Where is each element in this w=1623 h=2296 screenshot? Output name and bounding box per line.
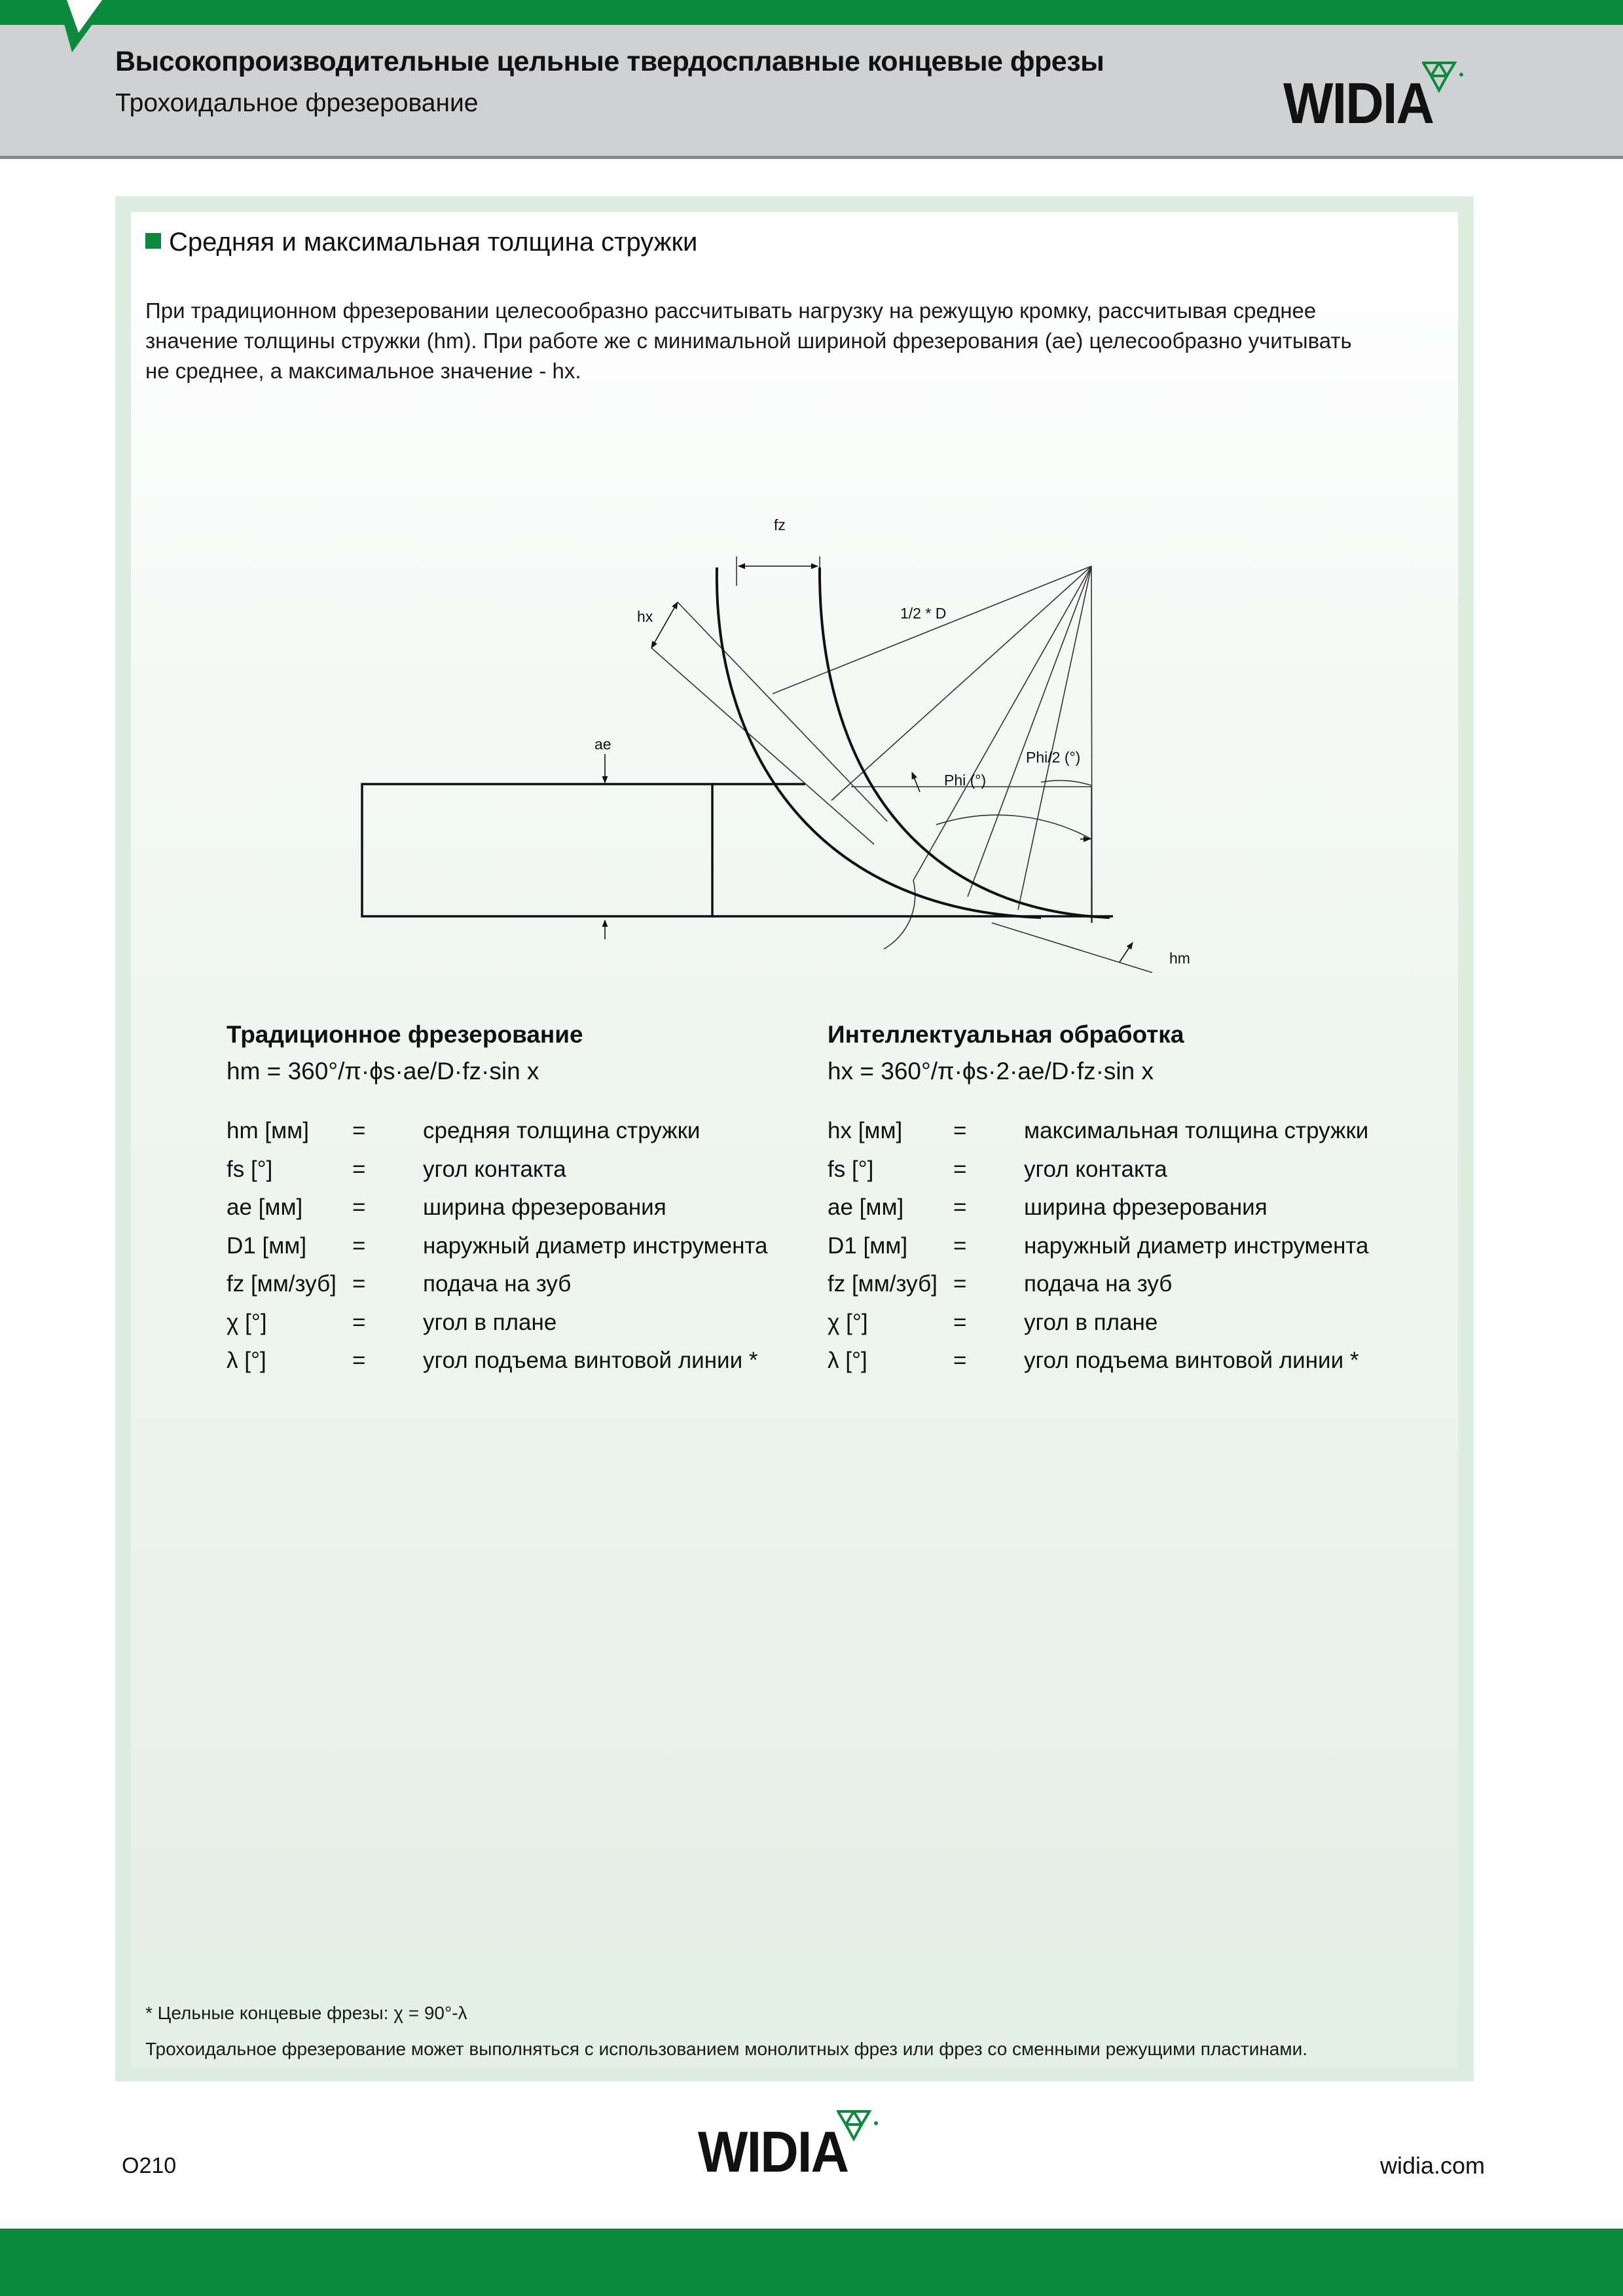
legend-symbol: χ [°] — [828, 1309, 868, 1335]
cutter-path-2 — [820, 567, 1110, 918]
legend-desc: подача на зуб — [423, 1271, 572, 1297]
legend-symbol: fs [°] — [828, 1156, 874, 1182]
legend-desc: максимальная толщина стружки — [1024, 1118, 1369, 1143]
label-hm: hm — [1169, 950, 1190, 967]
legend-symbol: λ [°] — [227, 1348, 266, 1373]
legend-row — [227, 1310, 816, 1348]
label-hx: hx — [637, 608, 653, 625]
legend-row — [828, 1194, 1417, 1233]
legend-symbol: D1 [мм] — [828, 1232, 908, 1259]
legend-desc: угол в плане — [423, 1309, 557, 1335]
legend-eq: = — [352, 1232, 366, 1259]
legend-row — [227, 1118, 816, 1157]
legend-eq: = — [953, 1156, 967, 1182]
page-number: O210 — [122, 2153, 177, 2178]
cutter-path-1 — [717, 567, 1041, 918]
document-title: Высокопроизводительные цельные твердосплавные концевые фрезы — [115, 46, 1104, 77]
legend-symbol: λ [°] — [828, 1348, 867, 1373]
label-ae: ae — [594, 736, 611, 753]
legend-eq: = — [953, 1348, 967, 1373]
widia-triangles-icon — [1422, 60, 1474, 99]
legend-symbol: ae [мм] — [227, 1194, 303, 1220]
legend-symbol: hx [мм] — [828, 1118, 903, 1143]
brand-wordmark: WIDIA — [698, 2119, 848, 2184]
legend-eq: = — [352, 1156, 366, 1182]
legend-eq: = — [953, 1118, 967, 1143]
footnote-chi: * Цельные концевые фрезы: χ = 90°-λ — [145, 2003, 467, 2023]
legend-row — [828, 1233, 1417, 1272]
legend-desc: угол в плане — [1024, 1309, 1158, 1335]
legend-symbol: fz [мм/зуб] — [828, 1271, 938, 1297]
legend-symbol: fs [°] — [227, 1156, 273, 1182]
legend-symbol: D1 [мм] — [227, 1232, 307, 1259]
label-fz: fz — [774, 516, 786, 533]
legend-desc: ширина фрезерования — [423, 1194, 666, 1220]
legend-row — [828, 1118, 1417, 1157]
legend-desc: угол контакта — [1024, 1156, 1167, 1182]
legend-eq: = — [352, 1309, 366, 1335]
chip-thickness-diagram — [347, 504, 1198, 1001]
intro-line: значение толщины стружки (hm). При работе же с минимальной шириной фрезерования (ae) целесообразно учитывать — [145, 329, 1352, 353]
legend-symbol: hm [мм] — [227, 1118, 309, 1143]
intro-paragraph — [145, 296, 1429, 386]
label-phi: Phi (°) — [944, 772, 987, 789]
legend-row — [227, 1233, 816, 1272]
intelligent-title: Интеллектуальная обработка — [828, 1021, 1184, 1048]
bottom-green-stripe — [0, 2229, 1623, 2296]
website-link[interactable]: widia.com — [1380, 2152, 1486, 2179]
top-green-stripe — [0, 0, 1623, 25]
legend-eq: = — [953, 1194, 967, 1220]
green-square-bullet-icon — [145, 233, 161, 249]
traditional-formula: hm = 360°/π·ϕs·ae/D·fz·sin x — [227, 1058, 539, 1085]
label-half-d: 1/2 * D — [900, 605, 947, 622]
legend-desc: угол контакта — [423, 1156, 566, 1182]
legend-row — [227, 1194, 816, 1233]
legend-eq: = — [352, 1118, 366, 1143]
legend-row — [828, 1348, 1417, 1386]
label-phi-half: Phi/2 (°) — [1026, 749, 1081, 766]
legend-desc: подача на зуб — [1024, 1271, 1173, 1297]
legend-eq: = — [953, 1309, 967, 1335]
legend-desc: ширина фрезерования — [1024, 1194, 1267, 1220]
legend-symbol: χ [°] — [227, 1309, 267, 1335]
intelligent-formula: hx = 360°/π·ϕs·2·ae/D·fz·sin x — [828, 1058, 1154, 1085]
section-title: Средняя и максимальная толщина стружки — [169, 228, 698, 257]
traditional-milling-block — [227, 1021, 816, 1386]
hm-arrow — [1120, 942, 1133, 962]
footnote-trochoidal: Трохоидальное фрезерование может выполняться с использованием монолитных фрез или фрез со сменными режущими пластинами. — [145, 2039, 1308, 2059]
legend-row — [227, 1348, 816, 1386]
brand-logo-header — [1283, 60, 1480, 135]
document-subtitle: Трохоидальное фрезерование — [115, 89, 479, 117]
traditional-title: Традиционное фрезерование — [227, 1021, 583, 1048]
traditional-legend — [227, 1118, 816, 1386]
legend-row — [227, 1157, 816, 1195]
legend-symbol: ae [мм] — [828, 1194, 904, 1220]
legend-eq: = — [953, 1271, 967, 1297]
widia-triangles-icon — [837, 2109, 889, 2148]
legend-row — [227, 1271, 816, 1310]
legend-desc: наружный диаметр инструмента — [423, 1232, 768, 1259]
intelligent-legend — [828, 1118, 1417, 1386]
legend-eq: = — [352, 1271, 366, 1297]
hx-dimension — [651, 602, 678, 648]
legend-eq: = — [953, 1232, 967, 1259]
legend-row — [828, 1271, 1417, 1310]
legend-desc: угол подъема винтовой линии * — [1024, 1348, 1359, 1373]
workpiece-rect — [362, 784, 712, 916]
intro-line: не среднее, а максимальное значение - hx. — [145, 359, 581, 383]
intelligent-machining-block — [828, 1021, 1417, 1386]
legend-row — [828, 1157, 1417, 1195]
legend-eq: = — [352, 1348, 366, 1373]
legend-symbol: fz [мм/зуб] — [227, 1271, 337, 1297]
corner-notch-icon — [58, 0, 117, 54]
brand-wordmark: WIDIA — [1283, 71, 1434, 135]
intro-line: При традиционном фрезеровании целесообразно рассчитывать нагрузку на режущую кромку, рассчитывая среднее — [145, 298, 1317, 323]
legend-desc: угол подъема винтовой линии * — [423, 1348, 758, 1373]
legend-eq: = — [352, 1194, 366, 1220]
legend-desc: наружный диаметр инструмента — [1024, 1232, 1369, 1259]
legend-row — [828, 1310, 1417, 1348]
brand-logo-footer — [698, 2109, 894, 2184]
legend-desc: средняя толщина стружки — [423, 1118, 701, 1143]
